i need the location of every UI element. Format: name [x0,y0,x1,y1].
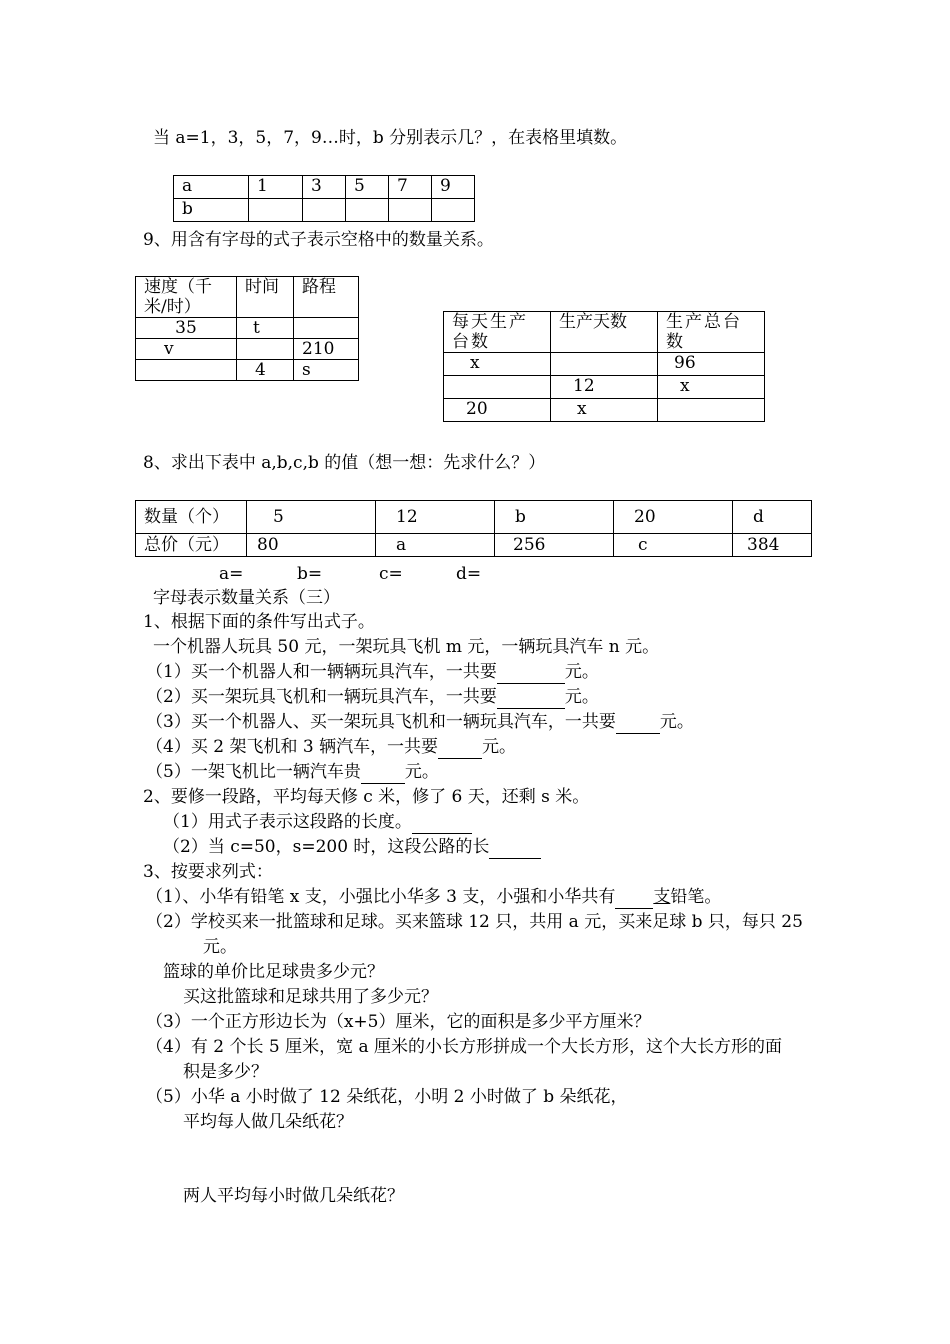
table-cell: 总价（元） [136,534,247,557]
table-cell [551,353,658,376]
table-row [136,501,812,534]
table-cell: x [551,399,658,422]
item-unit-underlined: 支 [653,887,671,907]
table-row [136,339,359,360]
item-text: （1）、小华有铅笔 x 支，小强比小华多 3 支，小强和小华共有 [146,887,616,907]
section3-title: 3、按要求列式： [143,862,273,882]
table-cell: x [658,376,765,399]
table-cell: 5 [247,501,376,534]
table-cell [136,360,237,381]
answer-a: a= [219,564,244,584]
table-cell: s [294,360,359,381]
table-row [444,399,765,422]
table-header-cell: 速度（千米/时） [136,277,237,318]
table-cell: 12 [551,376,658,399]
section1-item-3 [146,711,694,734]
question-9-title: 9、用含有字母的式子表示空格中的数量关系。 [143,230,494,250]
table-cell: d [733,501,812,534]
section3-item-5-question-b: 两人平均每小时做几朵纸花？ [183,1186,404,1206]
item-text: （2）买一架玩具飞机和一辆玩具汽车，一共要 [146,687,497,707]
table-cell: 384 [733,534,812,557]
table-cell [658,399,765,422]
section3-item-4-line2: 积是多少？ [183,1062,268,1082]
table-cell: b [174,199,249,222]
table-cell: 210 [294,339,359,360]
question-8-title: 8、求出下表中 a,b,c,b 的值（想一想：先求什么？） [143,453,546,473]
table-cell [346,199,389,222]
item-text: （1）用式子表示这段路的长度。 [163,812,412,832]
table-cell: 4 [237,360,294,381]
table-row [174,176,475,199]
section1-condition: 一个机器人玩具 50 元，一架玩具飞机 m 元，一辆玩具汽车 n 元。 [153,637,660,657]
answer-c: c= [379,564,403,584]
table-cell: 3 [303,176,346,199]
table-cell: 20 [444,399,551,422]
table-row [444,376,765,399]
answer-blank[interactable] [497,686,565,709]
table-cell [237,339,294,360]
item-unit: 元。 [482,737,517,757]
answer-blank[interactable] [489,836,541,859]
section3-item-5-line1: （5）小华 a 小时做了 12 朵纸花，小明 2 小时做了 b 朵纸花， [146,1087,628,1107]
table-cell: 9 [432,176,475,199]
section3-item-1 [146,886,721,909]
table-row [136,360,359,381]
table-cell [389,199,432,222]
table-cell [294,318,359,339]
table-cell [444,376,551,399]
table-speed-time-distance [135,276,359,381]
section3-item-3: （3）一个正方形边长为（x+5）厘米，它的面积是多少平方厘米？ [146,1012,651,1032]
table-header-cell: 生产天数 [551,312,658,353]
table-production [443,311,765,422]
section2-item-1 [163,811,472,834]
item-unit: 元。 [564,662,599,682]
item-text: （3）买一个机器人、买一架玩具飞机和一辆玩具汽车，一共要 [146,712,616,732]
table-cell: 1 [249,176,303,199]
item-text: （4）买 2 架飞机和 3 辆汽车，一共要 [146,737,439,757]
answer-blank[interactable] [616,711,660,734]
table-cell: 12 [376,501,495,534]
table-cell: 数量（个） [136,501,247,534]
item-text: （5）一架飞机比一辆汽车贵 [146,762,361,782]
table-cell: c [614,534,733,557]
answer-blank[interactable] [615,886,653,909]
answer-blank[interactable] [438,736,482,759]
section3-item-5-question-a: 平均每人做几朵纸花？ [183,1112,353,1132]
table-cell: 20 [614,501,733,534]
table-cell: 96 [658,353,765,376]
table-cell [249,199,303,222]
item-text-end: 铅笔。 [670,887,722,907]
answer-blank[interactable] [412,811,472,834]
table-row [136,534,812,557]
table-row [174,199,475,222]
table-cell: x [444,353,551,376]
section2-item-2 [163,836,541,859]
section3-item-2-line2: 元。 [203,937,237,957]
section1-title: 1、根据下面的条件写出式子。 [143,612,375,632]
section3-item-2-question-b: 买这批篮球和足球共用了多少元？ [183,987,438,1007]
table-cell [432,199,475,222]
table-cell [303,199,346,222]
table-header-cell: 路程 [294,277,359,318]
table-cell: 256 [495,534,614,557]
table-cell: b [495,501,614,534]
table-cell: a [376,534,495,557]
table-row [444,353,765,376]
answer-blank[interactable] [497,661,565,684]
answer-d: d= [456,564,482,584]
table-quantity-price [135,500,812,557]
answer-b: b= [297,564,323,584]
item-unit: 元。 [659,712,694,732]
table-row [136,318,359,339]
table-cell: 7 [389,176,432,199]
section1-item-4 [146,736,516,759]
section2-title: 2、要修一段路，平均每天修 c 米，修了 6 天，还剩 s 米。 [143,787,590,807]
intro-text: 当 a=1，3，5，7，9…时，b 分别表示几？，在表格里填数。 [153,128,628,148]
answer-blank[interactable] [361,761,405,784]
item-text: （2）当 c=50，s=200 时，这段公路的长 [163,837,490,857]
table-cell: t [237,318,294,339]
section-title: 字母表示数量关系（三） [153,588,340,608]
table-row [136,277,359,318]
section1-item-5 [146,761,439,784]
table-header-cell: 每天生产台数 [444,312,551,353]
table-cell: 5 [346,176,389,199]
section3-item-4-line1: （4）有 2 个长 5 厘米，宽 a 厘米的小长方形拼成一个大长方形，这个大长方形的面 [146,1037,783,1057]
item-unit: 元。 [404,762,439,782]
table-cell: 35 [136,318,237,339]
table-header-cell: 时间 [237,277,294,318]
table-cell: a [174,176,249,199]
table-cell: v [136,339,237,360]
table-header-cell: 生产总台数 [658,312,765,353]
item-unit: 元。 [564,687,599,707]
section3-item-2-line1: （2）学校买来一批篮球和足球。买来篮球 12 只，共用 a 元，买来足球 b 只，每只 25 [146,912,803,932]
table-row [444,312,765,353]
table-a-b [173,175,475,222]
item-text: （1）买一个机器人和一辆辆玩具汽车，一共要 [146,662,497,682]
section1-item-2 [146,686,599,709]
section1-item-1 [146,661,599,684]
section3-item-2-question-a: 篮球的单价比足球贵多少元？ [163,962,384,982]
table-cell: 80 [247,534,376,557]
